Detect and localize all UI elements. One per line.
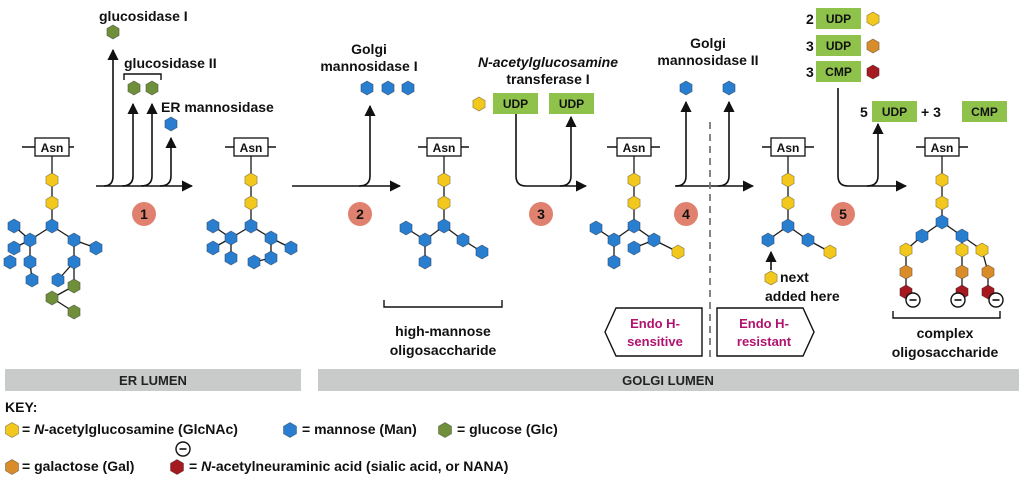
blue-hexagon-icon [26,273,38,287]
blue-hexagon-icon [265,251,277,265]
blue-hexagon-icon [207,219,219,233]
asn-label: Asn [239,141,263,155]
blue-hexagon-icon [24,255,36,269]
asn-box-3 [418,138,469,156]
blue-hexagon-icon [68,255,80,269]
svg-text:UDP: UDP [881,105,908,119]
svg-text:4: 4 [682,206,690,222]
minus-circle-icon [989,293,1003,307]
step-circle-5 [831,202,855,226]
svg-text:5: 5 [839,206,847,222]
golgi-mannosidase-1-line2: mannosidase I [320,58,418,74]
green-hexagon-icon [68,305,80,319]
asn-label: Asn [40,141,64,155]
glcnac-transferase-line2: transferase I [506,71,590,87]
orange-hexagon-icon [956,265,968,279]
blue-hexagon-icon [762,233,774,247]
red-hexagon-icon [867,65,879,79]
blue-hexagon-icon [802,233,814,247]
key-nana-text: = N-acetylneuraminic acid (sialic acid, or NANA) [189,458,509,474]
asn-box-6 [916,138,968,156]
golgi-mannosidase-2-line1: Golgi [690,35,726,51]
golgi-mannosidase-2-line2: mannosidase II [657,52,759,68]
green-hexagon-icon [46,291,58,305]
blue-hexagon-icon [361,81,373,95]
blue-hexagon-icon [265,231,277,245]
blue-hexagon-icon [207,241,219,255]
svg-text:CMP: CMP [971,105,998,119]
asn-box-5 [762,138,814,156]
count-5: 5 [860,104,868,120]
blue-hexagon-icon [225,231,237,245]
udp-box-step3-out [549,93,594,114]
complex-line2: oligosaccharide [891,344,999,360]
er-lumen-band [5,369,301,391]
key-glcnac-text: = N-acetylglucosamine (GlcNAc) [22,421,238,437]
blue-hexagon-icon [457,233,469,247]
blue-hexagon-icon [628,241,640,255]
count-3b: 3 [806,64,814,80]
blue-hexagon-icon [782,219,794,233]
high-mannose-line1: high-mannose [395,323,491,339]
green-hexagon-icon [128,81,140,95]
yellow-hexagon-icon [438,196,450,210]
step3-arrows [516,114,586,186]
blue-hexagon-icon [590,221,602,235]
svg-text:sensitive: sensitive [627,334,683,349]
step-circle-3 [529,202,553,226]
yellow-hexagon-icon [956,243,968,257]
golgi-lumen-band [318,369,1019,391]
blue-hexagon-icon [90,241,102,255]
orange-hexagon-icon [867,39,879,53]
green-hexagon-icon [107,25,119,39]
asn-box-2 [225,138,276,156]
blue-hexagon-icon [68,233,80,247]
udp-box-step5-gal2 [816,35,861,56]
complex-line1: complex [916,325,974,341]
asn-label: Asn [776,141,800,155]
glucosidase-1-label: glucosidase I [99,8,188,24]
svg-text:1: 1 [140,206,148,222]
step-circle-4 [674,202,698,226]
yellow-hexagon-icon [245,173,257,187]
svg-text:UDP: UDP [558,97,585,111]
endo-h-resistant-box [717,308,814,356]
svg-text:Endo H-: Endo H- [739,316,789,331]
yellow-hexagon-icon [936,196,948,210]
next-added-line2: added here [765,288,840,304]
blue-hexagon-icon [8,219,20,233]
count-3a: 3 [806,38,814,54]
glcnac-transferase-line1: N-acetylglucosamine [477,54,619,70]
svg-text:resistant: resistant [736,334,792,349]
orange-hexagon-icon [982,265,994,279]
svg-text:3: 3 [537,206,545,222]
cmp-box-step5-out [962,101,1007,122]
green-hexagon-icon [68,279,80,293]
udp-box-step5-gal [816,8,861,29]
asn-label: Asn [930,141,954,155]
asn-box-4 [607,138,660,156]
step-circle-2 [348,202,372,226]
yellow-hexagon-icon [976,243,988,257]
orange-hexagon-icon [6,460,19,475]
blue-hexagon-icon [285,241,297,255]
yellow-hexagon-icon [628,173,640,187]
yellow-hexagon-icon [46,173,58,187]
key-title: KEY: [5,399,38,415]
blue-hexagon-icon [723,81,735,95]
blue-hexagon-icon [8,241,20,255]
blue-hexagon-icon [628,219,640,233]
yellow-hexagon-icon [824,245,836,259]
golgi-mannosidase-1-line1: Golgi [351,41,387,57]
minus-circle-icon [906,293,920,307]
udp-box-step5-out [872,101,917,122]
asn-label: Asn [432,141,456,155]
next-added-line1: next [780,269,809,285]
yellow-hexagon-icon [765,271,777,285]
count-2: 2 [806,11,814,27]
er-mannosidase-label: ER mannosidase [161,99,274,115]
blue-hexagon-icon [419,233,431,247]
blue-hexagon-icon [419,255,431,269]
blue-hexagon-icon [52,273,64,287]
minus-circle-icon [951,293,965,307]
svg-text:GOLGI LUMEN: GOLGI LUMEN [622,373,714,388]
yellow-hexagon-icon [900,243,912,257]
asn-box-1 [22,138,74,156]
blue-hexagon-icon [400,221,412,235]
yellow-hexagon-icon [867,12,879,26]
yellow-hexagon-icon [438,173,450,187]
yellow-hexagon-icon [46,196,58,210]
step2-arrows [292,106,400,186]
blue-hexagon-icon [476,245,488,259]
key-mannose-text: = mannose (Man) [302,421,417,437]
glucosidase-2-label: glucosidase II [124,55,217,71]
blue-hexagon-icon [165,117,177,131]
blue-hexagon-icon [936,215,948,229]
blue-hexagon-icon [225,251,237,265]
svg-text:2: 2 [356,206,364,222]
udp-box-step3-in [493,93,538,114]
green-hexagon-icon [146,81,158,95]
svg-text:Endo H-: Endo H- [630,316,680,331]
svg-text:ER LUMEN: ER LUMEN [119,373,187,388]
endo-h-sensitive-box [605,308,702,356]
blue-hexagon-icon [608,255,620,269]
blue-hexagon-icon [248,255,260,269]
orange-hexagon-icon [900,265,912,279]
blue-hexagon-icon [438,219,450,233]
blue-hexagon-icon [648,233,660,247]
svg-text:UDP: UDP [825,12,852,26]
blue-hexagon-icon [402,81,414,95]
svg-text:UDP: UDP [825,39,852,53]
blue-hexagon-icon [382,81,394,95]
blue-hexagon-icon [284,423,297,438]
blue-hexagon-icon [608,233,620,247]
cmp-box-step5-in [816,61,861,82]
plus-3: + 3 [921,104,941,120]
yellow-hexagon-icon [628,196,640,210]
svg-text:CMP: CMP [825,65,852,79]
blue-hexagon-icon [24,233,36,247]
key-galactose-text: = galactose (Gal) [22,458,135,474]
yellow-hexagon-icon [782,173,794,187]
high-mannose-bracket [384,300,502,307]
yellow-hexagon-icon [936,173,948,187]
key-glucose-text: = glucose (Glc) [457,421,558,437]
yellow-hexagon-icon [6,423,19,438]
red-hexagon-icon [171,460,184,475]
yellow-hexagon-icon [245,196,257,210]
blue-hexagon-icon [4,255,16,269]
high-mannose-line2: oligosaccharide [389,342,497,358]
step-circle-1 [132,202,156,226]
svg-text:UDP: UDP [502,97,529,111]
yellow-hexagon-icon [473,97,485,111]
blue-hexagon-icon [46,219,58,233]
green-hexagon-icon [439,423,452,438]
blue-hexagon-icon [956,229,968,243]
blue-hexagon-icon [680,81,692,95]
asn-label: Asn [622,141,646,155]
blue-hexagon-icon [916,229,928,243]
yellow-hexagon-icon [672,245,684,259]
complex-bracket [893,311,1000,318]
yellow-hexagon-icon [782,196,794,210]
minus-circle-icon [176,442,190,456]
blue-hexagon-icon [245,219,257,233]
